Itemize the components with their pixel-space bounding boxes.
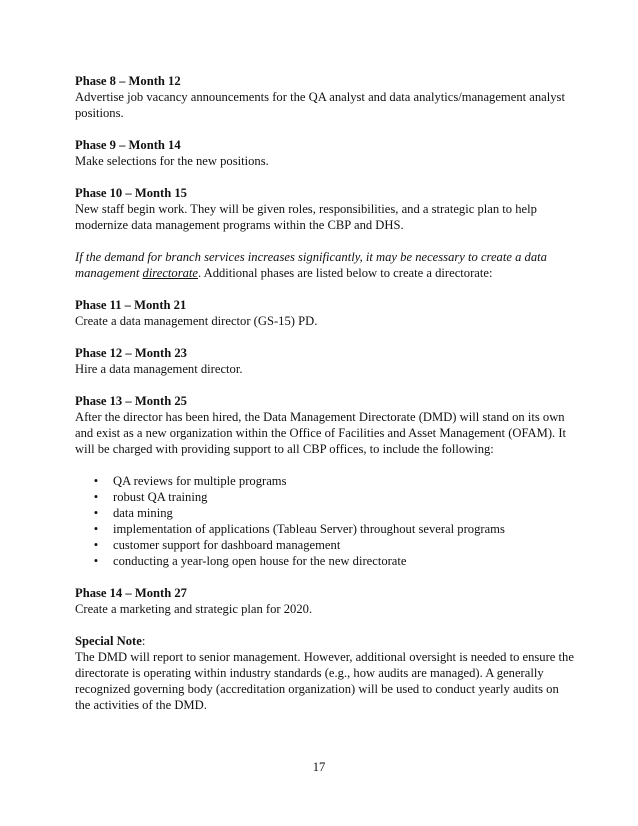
phase-14-section <box>75 585 575 617</box>
document-page <box>75 73 575 729</box>
phase-8-section <box>75 73 575 121</box>
phase-text: Make selections for the new positions. <box>75 154 269 168</box>
phase-heading: Phase 8 – Month 12 <box>75 74 181 88</box>
bullet-icon: • <box>93 554 99 568</box>
list-item <box>75 537 575 553</box>
phase-heading: Phase 10 – Month 15 <box>75 186 187 200</box>
page-number: 17 <box>312 760 326 774</box>
bullet-icon: • <box>93 490 99 504</box>
list-item <box>75 505 575 521</box>
special-note-text: The DMD will report to senior management. However, additional oversight is needed to ensure the directorate is operating within industry standards (e.g., how audits are managed). A generally recognized governing body (accreditation organization) will be used to conduct yearly audits on the activities of the DMD. <box>75 650 574 712</box>
support-bullet-list <box>75 473 575 569</box>
special-note-heading: Special Note <box>75 634 142 648</box>
phase-12-section <box>75 345 575 377</box>
special-note-section <box>75 633 575 713</box>
bullet-icon: • <box>93 522 99 536</box>
directorate-underlined-word: directorate <box>142 266 199 280</box>
list-item-text: conducting a year-long open house for the new directorate <box>113 554 407 568</box>
list-item <box>75 489 575 505</box>
bullet-icon: • <box>93 506 99 520</box>
phase-9-section <box>75 137 575 169</box>
list-item-text: QA reviews for multiple programs <box>113 474 287 488</box>
list-item-text: customer support for dashboard management <box>113 538 341 552</box>
special-note-colon: : <box>141 634 146 648</box>
list-item <box>75 553 575 569</box>
conditional-italic-text: If the demand for branch services increases significantly, it may be necessary to create a data management <box>75 250 547 280</box>
list-item-text: implementation of applications (Tableau Server) throughout several programs <box>113 522 505 536</box>
list-item <box>75 521 575 537</box>
list-item-text: data mining <box>113 506 173 520</box>
list-item-text: robust QA training <box>113 490 208 504</box>
phase-text: New staff begin work. They will be given roles, responsibilities, and a strategic plan to help modernize data management programs within the CBP and DHS. <box>75 202 537 232</box>
bullet-icon: • <box>93 538 99 552</box>
phase-text: Hire a data management director. <box>75 362 243 376</box>
bullet-icon: • <box>93 474 99 488</box>
phase-heading: Phase 9 – Month 14 <box>75 138 181 152</box>
phase-text: Advertise job vacancy announcements for the QA analyst and data analytics/management analyst positions. <box>75 90 565 120</box>
phase-heading: Phase 13 – Month 25 <box>75 394 187 408</box>
phase-text: After the director has been hired, the Data Management Directorate (DMD) will stand on its own and exist as a new organization within the Office of Facilities and Asset Management (OFAM). It will be charged with providing support to all CBP offices, to include the following: <box>75 410 567 456</box>
phase-11-section <box>75 297 575 329</box>
phase-text: Create a data management director (GS-15) PD. <box>75 314 318 328</box>
phase-heading: Phase 12 – Month 23 <box>75 346 187 360</box>
phase-13-section <box>75 393 575 457</box>
phase-heading: Phase 11 – Month 21 <box>75 298 187 312</box>
conditional-rest-text: . Additional phases are listed below to create a directorate: <box>198 266 493 280</box>
list-item <box>75 473 575 489</box>
phase-heading: Phase 14 – Month 27 <box>75 586 187 600</box>
directorate-conditional-paragraph <box>75 249 575 281</box>
phase-text: Create a marketing and strategic plan for 2020. <box>75 602 313 616</box>
phase-10-section <box>75 185 575 233</box>
